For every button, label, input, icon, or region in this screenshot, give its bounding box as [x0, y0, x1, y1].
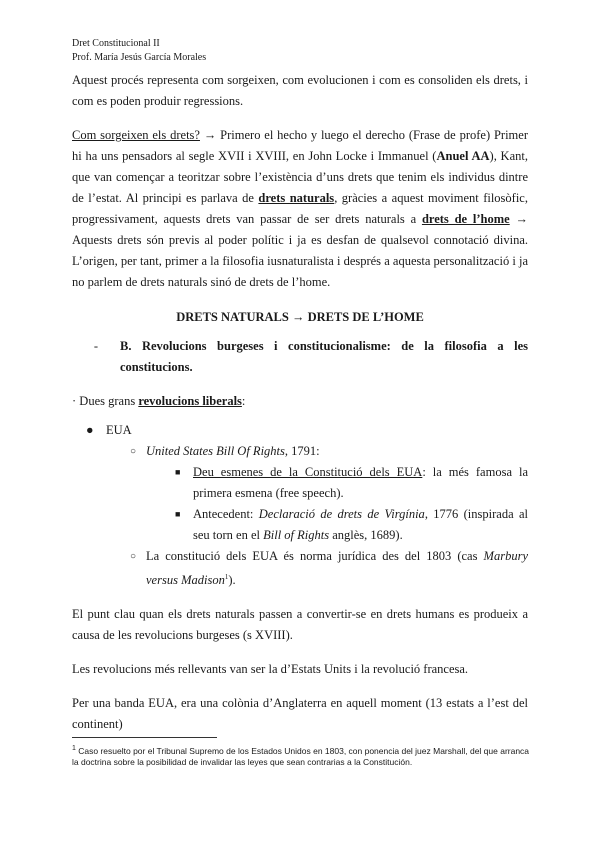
square-bullet-icon: ■ [175, 509, 181, 519]
circle-bullet-icon: ○ [130, 551, 137, 562]
footnote-divider [72, 737, 217, 738]
bill-year: , 1791: [284, 444, 320, 458]
page-header [72, 37, 206, 65]
professor-name: Prof. María Jesús García Morales [72, 52, 207, 63]
origin-text-1: → Primero el hecho y luego el derecho (Frase de profe) Primer hi ha uns pensadors al segle XVII i XVIII, en John Locke i Immanuel ( [72, 128, 528, 163]
question-link-text: Com sorgeixen els drets? [72, 128, 200, 142]
subheading-text: B. Revolucions burgeses i constitucionalisme: de la filosofia a les constitucions. [120, 339, 528, 374]
document-body [72, 70, 528, 735]
subheading [72, 336, 528, 378]
const-end: ). [228, 573, 236, 588]
disc-bullet-icon: ● [86, 423, 94, 437]
list-item-constitucio [130, 546, 528, 591]
revolucions-liberals-emph: revolucions liberals [138, 394, 242, 408]
const-case: Marbury versus Madison [146, 549, 528, 588]
ant-label: Antecedent: [193, 507, 259, 521]
drets-naturals-emph: drets naturals [258, 191, 335, 205]
list-item-antecedent [175, 504, 528, 546]
origin-text-4: → Aquests drets són previs al poder polític i ja es desfan de qualsevol connotació divina. L’origen, per tant, primer a la filosofia iusnaturalista i després a aquesta personalització i ja no parlem de drets naturals sinó de drets de l’home. [72, 212, 529, 289]
dues-suffix: : [241, 394, 246, 408]
dues-line [72, 391, 528, 412]
ant-title: Declaració de drets de Virgínia [258, 507, 425, 521]
drets-home-emph: drets de l’home [421, 212, 510, 226]
circle-bullet-icon: ○ [130, 446, 137, 457]
anuel-emph: Anuel AA [436, 149, 490, 163]
const-pre: La constitució dels EUA és norma jurídica des del 1803 (cas [146, 549, 484, 563]
bill-text [146, 441, 528, 462]
ant-mid: , 1776 (inspirada al seu torn en el [193, 507, 528, 542]
footnote-text: Caso resuelto por el Tribunal Supremo de los Estados Unidos en 1803, con ponencia del juez Marshall, del que arranca la doctrina sobre la posibilidad de invalidar las leyes que sean contrarias a la Constitución. [72, 745, 530, 767]
footnote [72, 743, 532, 768]
revolucions-paragraph: Les revolucions més rellevants van ser la d’Estats Units i la revolució francesa. [72, 662, 469, 677]
list-item-eua [86, 420, 528, 441]
dash-marker: - [93, 339, 99, 353]
ant-bill: Bill of Rights [263, 528, 330, 542]
square-bullet-icon: ■ [175, 467, 181, 477]
deu-emph: Deu esmenes de la Constitució dels EUA [193, 465, 423, 479]
deu-text [193, 462, 528, 504]
origin-paragraph [72, 125, 528, 293]
footnote-ref[interactable]: 1 [224, 573, 229, 581]
list-item-bill [130, 441, 528, 462]
banda-paragraph: Per una banda EUA, era una colònia d’Anglaterra en aquell moment (13 estats a l’est del continent) [72, 696, 528, 732]
antecedent-text [193, 504, 528, 546]
course-title: Dret Constitucional II [72, 38, 160, 49]
ant-end: anglès, 1689). [329, 528, 403, 542]
origin-text-2: ), Kant, que van començar a teoritzar sobre l’existència d’uns drets que tenim els individus dintre de l’estat. Al principi es parlava de [72, 149, 528, 205]
section-title: DRETS NATURALS → DRETS DE L’HOME [176, 310, 424, 324]
dues-prefix: · Dues grans [72, 394, 139, 408]
deu-rest: : la més famosa la primera esmena (free speech). [193, 465, 528, 500]
intro-paragraph: Aquest procés representa com sorgeixen, com evolucionen i com es consoliden els drets, i com es poden produir regressions. [72, 73, 528, 108]
constitucio-text [146, 546, 528, 591]
eua-label: EUA [106, 423, 132, 437]
clau-paragraph: El punt clau quan els drets naturals passen a convertir-se en drets humans es produeix a causa de les revolucions burgeses (s XVIII). [72, 607, 528, 643]
bill-title: United States Bill Of Rights [146, 444, 285, 458]
footnote-mark: 1 [72, 745, 76, 752]
origin-text-3: , gràcies a aquest moviment filosòfic, progressivament, aquests drets van passar de ser drets naturals a [72, 191, 528, 226]
list-item-deu [175, 462, 528, 504]
